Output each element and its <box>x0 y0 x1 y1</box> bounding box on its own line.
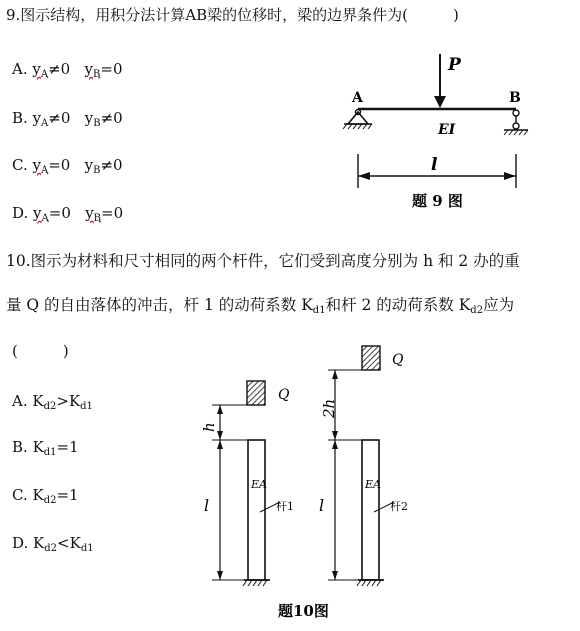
figure-9-beam-diagram <box>330 50 530 215</box>
option-c-var-b: $y_B$ <box>84 156 101 176</box>
drop-height-label-1: h <box>200 422 218 432</box>
question-9-stem: 9.图示结构，用积分法计算AB梁的位移时，梁的边界条件为( ) <box>6 6 459 24</box>
question-10-answer-blank: ( ) <box>12 342 69 360</box>
option-d-var-a: $y_A$ <box>33 204 49 224</box>
figure-10-impact-bars <box>190 336 430 628</box>
bar-2-label: 杆2 <box>390 500 408 513</box>
weight-label-1: Q <box>278 387 290 403</box>
dim-l1-arrow-up <box>217 440 223 449</box>
weight-block-2 <box>362 346 380 370</box>
question-10-stem-line1: 10.图示为材料和尺寸相同的两个杆件，它们受到高度分别为 h 和 2 办的重 <box>6 252 520 270</box>
dim-l1-arrow-down <box>217 571 223 580</box>
option-d-var-b: $y_B$ <box>85 204 102 224</box>
option-b-var-a: $y_A$ <box>32 109 49 129</box>
option-a-var-a: $y_A$ <box>32 60 49 80</box>
q10-option-a: A. $K_{d2}>K_{d1}$ <box>12 392 93 412</box>
right-roller-support <box>504 110 528 135</box>
dim-2h-arrow-down <box>332 431 338 440</box>
dim-l2-arrow-up <box>332 440 338 449</box>
dim-l2-arrow-down <box>332 571 338 580</box>
length-label-1: l <box>204 496 210 515</box>
option-a-var-b: $y_B$ <box>84 60 101 80</box>
question-10-stem-line2: 量 Q 的自由落体的冲击，杆 1 的动荷系数 $K_{d1}$和杆 2 的动荷系数 $K_{d2}$应为 <box>6 296 515 316</box>
q9-option-d: D. $y_A=0$ $y_B=0$ <box>12 204 124 224</box>
dimension-arrow-left <box>358 172 370 180</box>
q10-option-d: D. $K_{d2}<K_{d1}$ <box>12 534 94 554</box>
length-label-2: l <box>319 496 325 515</box>
dim-h-arrow-up <box>217 405 223 414</box>
bar-2 <box>362 440 379 580</box>
rigidity-label: EI <box>438 122 456 138</box>
bar-2-ground-hatch <box>357 580 381 586</box>
dim-2h-arrow-up <box>332 370 338 379</box>
bar-1-label: 杆1 <box>276 500 294 513</box>
q10-option-b: B. $K_{d1}=1$ <box>12 438 79 458</box>
support-b-label: B <box>509 90 521 106</box>
q9-option-c: C. $y_A=0$ $y_B\ne 0$ <box>12 156 123 176</box>
dimension-arrow-right <box>504 172 516 180</box>
bar-1-rigidity: EA <box>251 478 267 491</box>
support-a-label: A <box>352 90 363 106</box>
weight-block-1 <box>247 381 265 405</box>
length-label: l <box>431 155 438 175</box>
q9-option-b: B. $y_A\ne 0$ $y_B\ne 0$ <box>12 109 123 129</box>
weight-label-2: Q <box>392 352 404 368</box>
load-label: P <box>448 55 461 75</box>
bar-2-rigidity: EA <box>365 478 381 491</box>
left-pin-support <box>343 110 372 130</box>
q10-option-c: C. $K_{d2}=1$ <box>12 486 79 506</box>
q9-option-a: A. $y_A\ne 0$ $y_B=0$ <box>12 60 123 80</box>
option-b-var-b: $y_B$ <box>84 109 101 129</box>
option-c-var-a: $y_A$ <box>32 156 49 176</box>
bar-1 <box>248 440 265 580</box>
bar-1-ground-hatch <box>243 580 267 586</box>
load-arrow-head <box>434 96 446 108</box>
figure-10-caption: 题10图 <box>278 602 329 620</box>
figure-9-caption: 题 9 图 <box>412 192 463 210</box>
drop-height-label-2: 2h <box>320 398 338 418</box>
